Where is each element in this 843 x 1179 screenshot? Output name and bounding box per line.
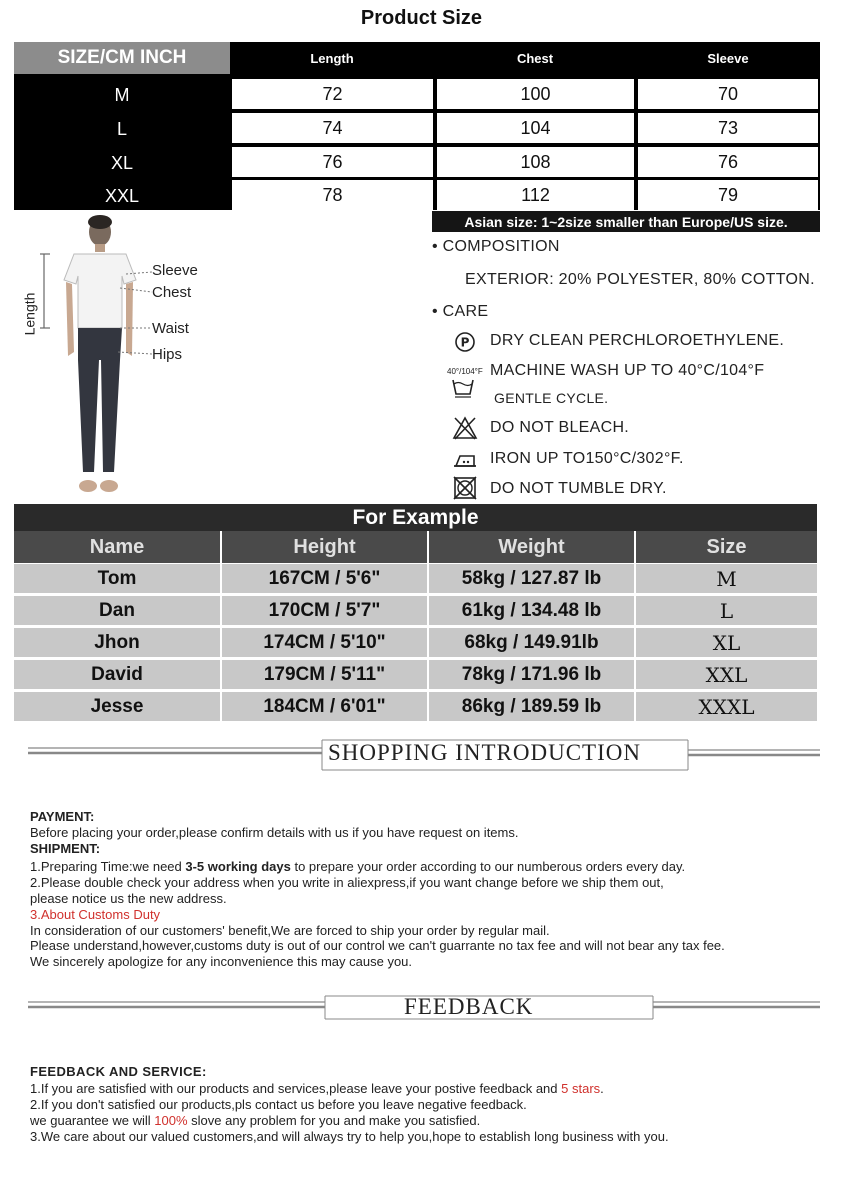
no-tumble-dry-icon [452,476,478,500]
care-text-iron: IRON UP TO150°C/302°F. [490,450,684,467]
customs-line-1: In consideration of our customers' benefit,We are forced to ship your order by regular mail. [30,923,550,938]
iron-icon [452,448,478,472]
payment-text: Before placing your order,please confirm details with us if you have request on items. [30,825,519,840]
example-size: L [636,596,817,625]
size-cell: 108 [437,147,634,177]
example-size: XXXL [636,692,817,721]
machine-wash-icon [450,376,476,400]
example-title: For Example [14,504,817,531]
size-cell: 104 [437,113,634,143]
size-label-l: L [116,118,127,139]
col-header-chest: Chest [516,50,554,66]
no-bleach-icon [452,416,478,440]
size-cell: 78 [232,180,433,210]
care-text-machine-wash: MACHINE WASH UP TO 40°C/104°F [490,362,765,379]
product-size-title: Product Size [360,7,483,29]
label-chest: Chest [152,284,192,301]
example-height: 184CM / 6'01" [222,692,427,721]
shipment-heading: SHIPMENT: [30,841,101,856]
example-size: XL [636,628,817,657]
size-cell: 100 [437,79,634,109]
shipment-line-2: 2.Please double check your address when you write in aliexpress,if you want change before we ship them out, [30,875,664,890]
size-cell: 74 [232,113,433,143]
size-cell: 76 [232,147,433,177]
example-height: 170CM / 5'7" [222,596,427,625]
composition-exterior: EXTERIOR: 20% POLYESTER, 80% COTTON. [465,271,815,288]
asian-size-note: Asian size: 1~2size smaller than Europe/US size. [432,211,820,232]
size-label-m: M [114,84,130,105]
size-label-xl: XL [110,152,134,173]
customs-duty-heading: 3.About Customs Duty [30,907,161,922]
example-header-height: Height [222,531,427,563]
care-text-dry-clean: DRY CLEAN PERCHLOROETHYLENE. [490,332,785,349]
care-text-gentle-cycle: GENTLE CYCLE. [494,390,609,406]
label-length: Length [21,292,38,336]
feedback-heading: FEEDBACK AND SERVICE: [30,1064,207,1079]
size-cell: 73 [638,113,818,143]
size-cell: 112 [437,180,634,210]
example-weight: 61kg / 134.48 lb [429,596,634,625]
feedback-line-4: 3.We care about our valued customers,and will always try to help you,hope to establish long business with you. [30,1129,669,1144]
working-days-highlight: 3-5 working days [185,859,291,874]
shipment-line-3: please notice us the new address. [30,891,227,906]
example-weight: 78kg / 171.96 lb [429,660,634,689]
care-text-no-tumble: DO NOT TUMBLE DRY. [490,480,667,497]
feedback-line-1: 1.If you are satisfied with our products and services,please leave your postive feedback and 5 stars. [30,1081,604,1096]
care-text-no-bleach: DO NOT BLEACH. [490,419,630,436]
label-waist: Waist [152,320,189,337]
example-weight: 68kg / 149.91lb [429,628,634,657]
feedback-line-2: 2.If you don't satisfied our products,pls contact us before you leave negative feedback. [30,1097,527,1112]
example-name: Jesse [14,692,220,721]
customs-line-3: We sincerely apologize for any inconvenience this may cause you. [30,954,413,969]
size-cell: 76 [638,147,818,177]
size-corner-header: SIZE/CM INCH [14,42,230,74]
shipment-line-1: 1.Preparing Time:we need 3-5 working days to prepare your order according to our numberous orders every day. [30,859,686,874]
example-header-weight: Weight [429,531,634,563]
size-cell: 79 [638,180,818,210]
feedback-banner-title: FEEDBACK [404,994,534,1019]
example-name: Dan [14,596,220,625]
example-name: Jhon [14,628,220,657]
example-height: 167CM / 5'6" [222,564,427,593]
svg-text:P: P [460,335,470,350]
example-size: XXL [636,660,817,689]
example-weight: 58kg / 127.87 lb [429,564,634,593]
size-label-xxl: XXL [104,185,140,206]
col-header-sleeve: Sleeve [707,50,749,66]
five-stars-highlight: 5 stars [561,1081,601,1096]
wash-temp-label: 40°/104°F [447,367,483,376]
col-header-length: Length [310,50,354,66]
example-size: M [636,564,817,593]
label-hips: Hips [152,346,183,363]
hundred-percent-highlight: 100% [154,1113,188,1128]
label-sleeve: Sleeve [152,262,198,279]
payment-heading: PAYMENT: [30,809,95,824]
care-heading: • CARE [432,303,489,320]
example-height: 174CM / 5'10" [222,628,427,657]
model-illustration [14,210,214,502]
example-weight: 86kg / 189.59 lb [429,692,634,721]
dry-clean-p-icon [452,330,478,354]
size-table [14,42,820,210]
size-cell: 72 [232,79,433,109]
example-name: David [14,660,220,689]
size-cell: 70 [638,79,818,109]
composition-heading: • COMPOSITION [432,238,560,255]
example-header-name: Name [14,531,220,563]
example-name: Tom [14,564,220,593]
feedback-line-3: we guarantee we will 100% slove any problem for you and make you satisfied. [30,1113,481,1128]
customs-line-2: Please understand,however,customs duty is out of our control we can't guarrante no tax fee and will not bear any tax fee. [30,938,725,953]
example-height: 179CM / 5'11" [222,660,427,689]
example-header-size: Size [636,531,817,563]
model-figure [14,210,214,502]
shopping-banner-title: SHOPPING INTRODUCTION [328,740,641,765]
